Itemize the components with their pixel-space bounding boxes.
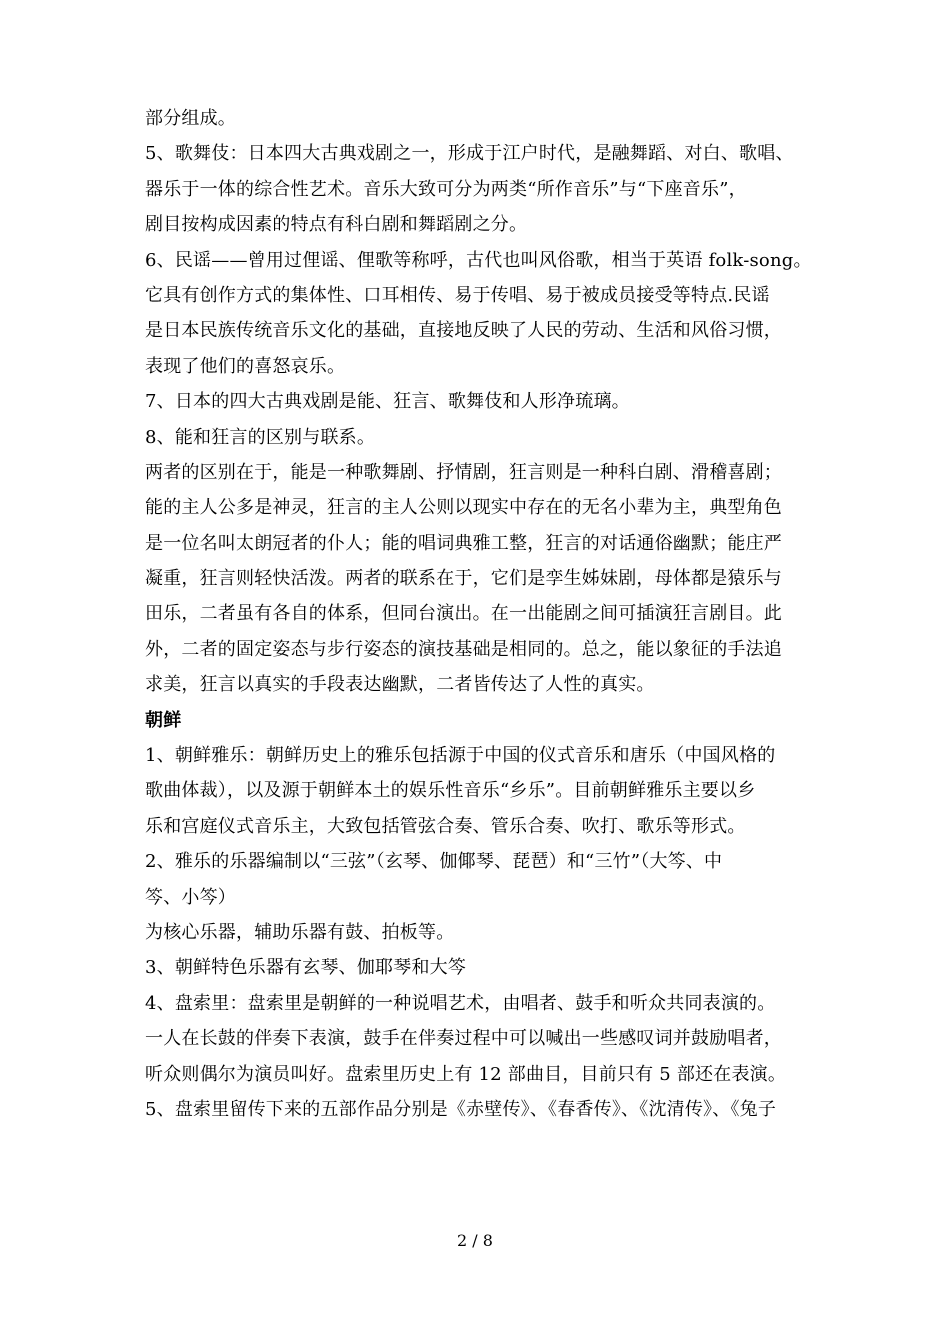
text-line: 4、盘索里：盘索里是朝鲜的一种说唱艺术，由唱者、鼓手和听众共同表演的。 (145, 992, 776, 1014)
text-line: 一人在长鼓的伴奏下表演，鼓手在伴奏过程中可以喊出一些感叹词并鼓励唱者， (145, 1028, 782, 1050)
text-line: 它具有创作方式的集体性、口耳相传、易于传唱、易于被成员接受等特点.民谣 (145, 284, 770, 306)
text-line: 5、歌舞伎：日本四大古典戏剧之一，形成于江户时代，是融舞蹈、对白、歌唱、 (145, 143, 794, 165)
text-line: 部分组成。 (145, 108, 236, 129)
text-line: 凝重，狂言则轻快活泼。两者的联系在于，它们是孪生姊妹剧，母体都是猿乐与 (145, 568, 782, 590)
text-line: 外，二者的固定姿态与步行姿态的演技基础是相同的。总之，能以象征的手法追 (145, 638, 782, 660)
text-line: 器乐于一体的综合性艺术。音乐大致可分为两类“所作音乐”与“下座音乐”， (145, 178, 747, 200)
text-line: 田乐，二者虽有各自的体系，但同台演出。在一出能剧之间可插演狂言剧目。此 (145, 603, 782, 625)
text-line: 表现了他们的喜怒哀乐。 (145, 355, 346, 377)
text-line: 5、盘索里留传下来的五部作品分别是《赤壁传》、《春香传》、《沈清传》、《兔子 (145, 1098, 777, 1120)
text-line: 1、朝鲜雅乐：朝鲜历史上的雅乐包括源于中国的仪式音乐和唐乐（中国风格的 (145, 745, 776, 767)
text-line: 3、朝鲜特色乐器有玄琴、伽耶琴和大笒 (145, 957, 467, 979)
text-line: 求美，狂言以真实的手段表达幽默，二者皆传达了人性的真实。 (145, 674, 655, 696)
text-line: 6、民谣——曾用过俚谣、俚歌等称呼，古代也叫风俗歌，相当于英语 folk-song。 (145, 249, 812, 271)
document-body (145, 101, 810, 1127)
text-line: 2、雅乐的乐器编制以“三弦”（玄琴、伽倻琴、琵琶）和“三竹”（大笒、中 (145, 851, 723, 873)
page-number: 2 / 8 (457, 1231, 493, 1250)
text-line: 能的主人公多是神灵，狂言的主人公则以现实中存在的无名小辈为主，典型角色 (145, 497, 782, 519)
text-line: 8、能和狂言的区别与联系。 (145, 426, 376, 448)
text-line: 乐和宫庭仪式音乐主，大致包括管弦合奏、管乐合奏、吹打、歌乐等形式。 (145, 815, 746, 837)
text-line: 是日本民族传统音乐文化的基础，直接地反映了人民的劳动、生活和风俗习惯， (145, 320, 782, 342)
text-line: 歌曲体裁），以及源于朝鲜本土的娱乐性音乐“乡乐”。目前朝鲜雅乐主要以乡 (145, 780, 756, 802)
text-line: 笒、小笒） (145, 886, 236, 908)
text-line: 是一位名叫太朗冠者的仆人；能的唱词典雅工整，狂言的对话通俗幽默；能庄严 (145, 532, 782, 554)
text-line: 7、日本的四大古典戏剧是能、狂言、歌舞伎和人形净琉璃。 (145, 391, 630, 413)
text-line: 剧目按构成因素的特点有科白剧和舞蹈剧之分。 (145, 214, 528, 236)
text-line: 为核心乐器，辅助乐器有鼓、拍板等。 (145, 921, 455, 943)
section-heading: 朝鲜 (145, 709, 182, 731)
text-line: 听众则偶尔为演员叫好。盘索里历史上有 12 部曲目，目前只有 5 部还在表演。 (145, 1063, 787, 1085)
text-line: 两者的区别在于，能是一种歌舞剧、抒情剧，狂言则是一种科白剧、滑稽喜剧； (145, 461, 782, 483)
